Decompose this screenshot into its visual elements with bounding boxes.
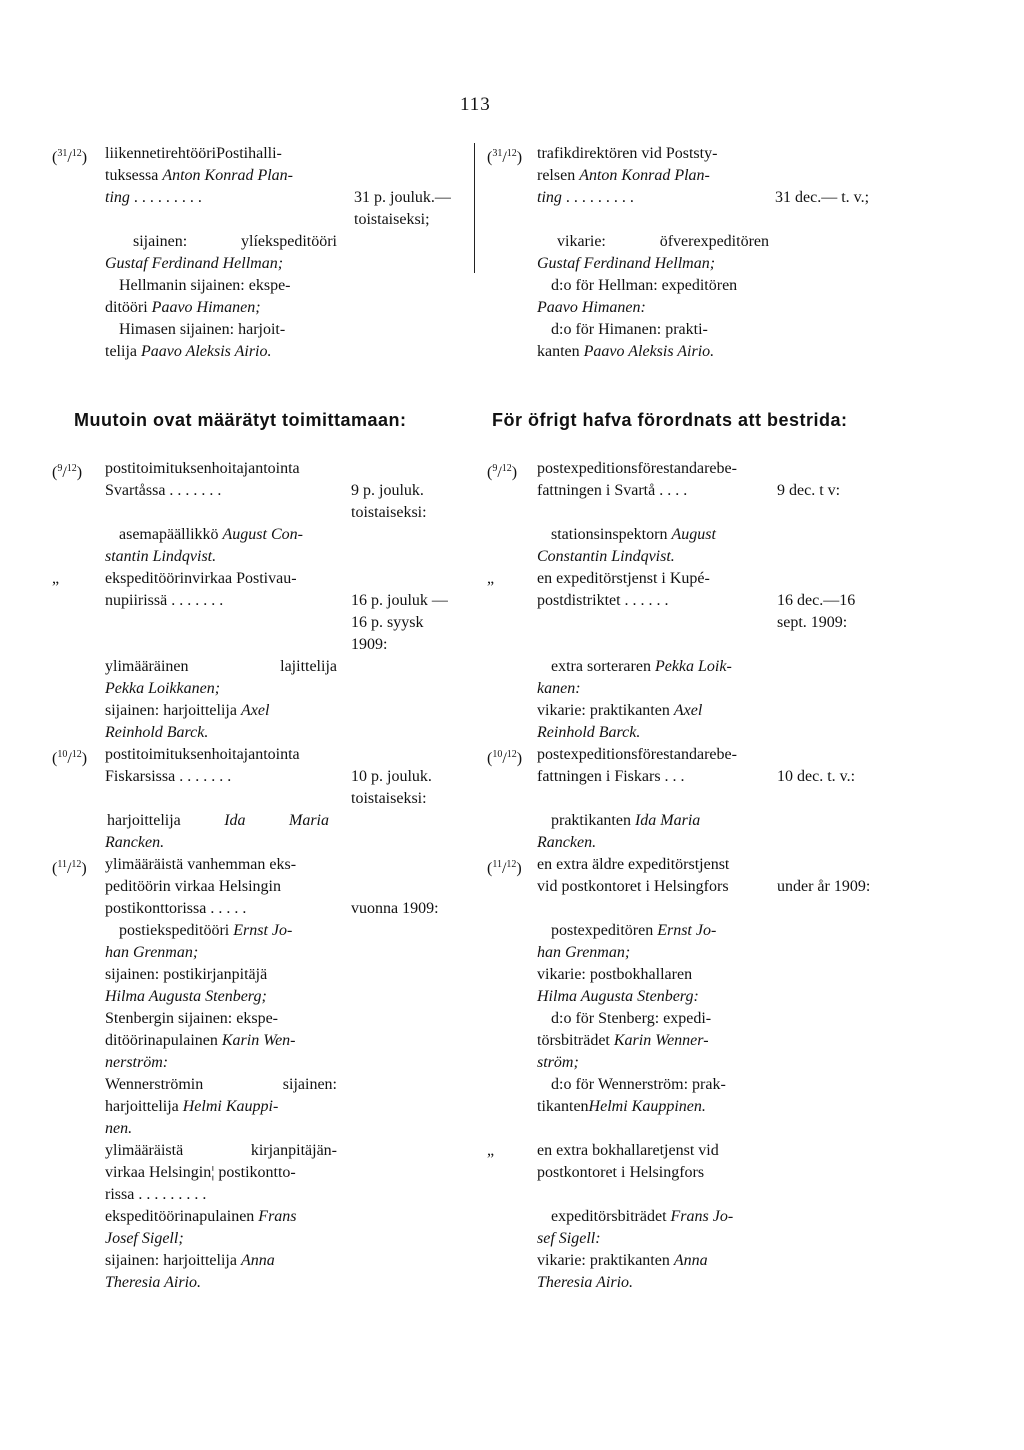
text-span: d:o för Hellman: expeditören xyxy=(551,277,738,294)
text-line xyxy=(537,1052,579,1074)
italic-name: Pekka Loik- xyxy=(654,658,732,675)
text-line xyxy=(537,458,737,480)
marker-numerator: 10 xyxy=(57,749,68,760)
text-line xyxy=(105,986,267,1008)
footnote-marker: ($^{10}$/$^{12}$) xyxy=(487,749,523,767)
text-span: fattningen i Svartå . . . . xyxy=(537,482,688,499)
text-span: sijainen: xyxy=(282,1076,337,1093)
text-span: en expeditörstjenst i Kupé- xyxy=(537,570,710,587)
italic-name: Paavo Aleksis Airio. xyxy=(583,343,715,360)
text-span: extra sorteraren xyxy=(551,658,655,675)
italic-name: Gustaf Ferdinand Hellman; xyxy=(105,255,284,272)
text-line xyxy=(105,590,223,612)
text-line xyxy=(537,590,669,612)
text-line xyxy=(537,165,710,187)
italic-name: ting xyxy=(537,189,562,206)
date-entry: toistaiseksi: xyxy=(351,504,427,521)
text-line xyxy=(551,1008,711,1030)
text-line xyxy=(105,678,220,700)
italic-name: Rancken. xyxy=(537,834,597,851)
text-span: peditöörin virkaa Helsingin xyxy=(105,878,281,895)
text-line xyxy=(551,920,716,942)
text-line xyxy=(105,744,300,766)
italic-name: Theresia Airio. xyxy=(537,1274,634,1291)
text-line xyxy=(537,832,596,854)
marker-numerator: 11 xyxy=(492,859,502,870)
text-line xyxy=(537,546,675,568)
text-span: kirjanpitäjän- xyxy=(250,1142,337,1159)
italic-name: Paavo Aleksis Airio. xyxy=(140,343,272,360)
text-line xyxy=(551,1206,733,1228)
marker-denominator: 12 xyxy=(501,463,512,474)
text-span: ylíekspeditööri xyxy=(241,233,337,250)
italic-name: Reinhold Barck. xyxy=(105,724,209,741)
text-span: öfverexpeditören xyxy=(659,233,769,250)
italic-name: kanen: xyxy=(537,680,581,697)
text-span: postitoimituksenhoitajantointa xyxy=(105,746,300,763)
text-span: törsbiträdet xyxy=(537,1032,614,1049)
italic-name: Karin Wenner- xyxy=(613,1032,709,1049)
text-line xyxy=(105,1162,296,1184)
text-span: sijainen: harjoittelija xyxy=(105,1252,241,1269)
text-line xyxy=(105,568,297,590)
text-span: harjoittelija xyxy=(105,1098,183,1115)
date-entry: 31 dec.— t. v.; xyxy=(775,189,870,206)
marker-denominator: 12 xyxy=(506,148,517,159)
text-span: stationsinspektorn xyxy=(551,526,672,543)
text-span: postexpeditionsförestandarebe- xyxy=(537,460,737,477)
italic-name: Rancken. xyxy=(105,834,165,851)
text-span: Hellmanin sijainen: ekspe- xyxy=(119,277,291,294)
italic-name: Axel xyxy=(240,702,270,719)
italic-name: Helmi Kauppi- xyxy=(182,1098,279,1115)
text-line xyxy=(119,524,303,546)
text-line xyxy=(537,1140,719,1162)
italic-name: Paavo Himanen; xyxy=(151,299,261,316)
text-span: Stenbergin sijainen: ekspe- xyxy=(105,1010,278,1027)
date-entry: vuonna 1909: xyxy=(351,900,439,917)
text-line xyxy=(119,319,285,341)
text-line xyxy=(105,1206,297,1228)
text-span: expeditörsbiträdet xyxy=(551,1208,671,1225)
page-number: 113 xyxy=(460,94,491,115)
text-span: postexpeditionsförestandarebe- xyxy=(537,746,737,763)
justified-line xyxy=(557,231,769,253)
date-entry: toistaiseksi: xyxy=(351,790,427,807)
italic-name: Ida Maria xyxy=(634,812,701,829)
date-entry: 10 p. jouluk. xyxy=(351,768,432,785)
text-line xyxy=(551,524,716,546)
italic-name: Josef Sigell; xyxy=(105,1230,184,1247)
italic-name: ting xyxy=(105,189,130,206)
text-line xyxy=(537,700,702,722)
text-span: ylimääräistä xyxy=(105,1142,184,1159)
text-span: vikarie: postbokhallaren xyxy=(537,966,693,983)
text-span: rissa . . . . . . . . . xyxy=(105,1186,207,1203)
text-span: ditöörinapulainen xyxy=(105,1032,222,1049)
italic-name: Constantin Lindqvist. xyxy=(537,548,675,565)
marker-numerator: 9 xyxy=(492,463,498,474)
italic-name: Frans Jo- xyxy=(670,1208,734,1225)
italic-name: Helmi Kauppinen. xyxy=(588,1098,706,1115)
text-line xyxy=(537,964,692,986)
footnote-marker: ($^{31}$/$^{12}$) xyxy=(52,148,88,166)
text-line xyxy=(537,1250,708,1272)
footnote-marker: ($^9$/$^{12}$) xyxy=(52,463,83,481)
text-span: . . . . . . . . . xyxy=(561,189,634,206)
text-line xyxy=(537,1272,633,1294)
text-line xyxy=(537,766,685,788)
text-line xyxy=(105,165,293,187)
date-entry: 1909: xyxy=(351,636,388,653)
italic-name: Maria xyxy=(288,812,329,829)
text-span: en extra bokhallaretjenst vid xyxy=(537,1142,719,1159)
date-entry: 10 dec. t. v.: xyxy=(777,768,856,785)
text-span: Himasen sijainen: harjoit- xyxy=(119,321,286,338)
italic-name: Pekka Loikkanen; xyxy=(105,680,221,697)
text-line xyxy=(537,942,630,964)
italic-name: han Grenman; xyxy=(537,944,631,961)
text-span: telija xyxy=(105,343,141,360)
text-span: ylimääräinen xyxy=(105,658,189,675)
text-span: fattningen i Fiskars . . . xyxy=(537,768,685,785)
text-line xyxy=(119,920,292,942)
text-span: tikanten xyxy=(537,1098,589,1115)
marker-denominator: 12 xyxy=(506,859,517,870)
date-entry: 16 p. syysk xyxy=(351,614,424,631)
italic-name: Hilma Augusta Stenberg: xyxy=(537,988,699,1005)
text-line xyxy=(105,341,272,363)
text-span: virkaa Helsingin¦ postikontto- xyxy=(105,1164,296,1181)
italic-name: Anna xyxy=(673,1252,708,1269)
text-line xyxy=(105,546,216,568)
marker-numerator: 11 xyxy=(57,859,67,870)
text-span: vid postkontoret i Helsingfors xyxy=(537,878,729,895)
text-line xyxy=(105,187,202,209)
italic-name: Anna xyxy=(240,1252,275,1269)
date-entry: 9 p. jouluk. xyxy=(351,482,424,499)
text-span: asemapäällikkö xyxy=(119,526,223,543)
text-span: tuksessa xyxy=(105,167,163,184)
italic-name: Axel xyxy=(673,702,703,719)
footnote-marker: „ xyxy=(487,570,495,587)
text-span: ditööri xyxy=(105,299,152,316)
footnote-marker: ($^{10}$/$^{12}$) xyxy=(52,749,88,767)
text-span: vikarie: xyxy=(557,233,606,250)
text-line xyxy=(105,964,267,986)
text-line xyxy=(105,1052,168,1074)
text-line xyxy=(105,1272,201,1294)
text-line xyxy=(537,876,729,898)
text-span: d:o för Himanen: prakti- xyxy=(551,321,708,338)
justified-line xyxy=(105,1140,337,1162)
date-entry: 31 p. jouluk.— xyxy=(354,189,451,206)
text-span: postexpeditören xyxy=(551,922,658,939)
text-line xyxy=(105,1118,132,1140)
text-line xyxy=(105,700,269,722)
marker-denominator: 12 xyxy=(506,749,517,760)
italic-name: Reinhold Barck. xyxy=(537,724,641,741)
text-line xyxy=(105,297,261,319)
text-line xyxy=(537,722,640,744)
marker-denominator: 12 xyxy=(66,463,77,474)
text-span: sijainen: postikirjanpitäjä xyxy=(105,966,268,983)
text-line xyxy=(105,942,198,964)
text-line xyxy=(105,832,164,854)
text-line xyxy=(551,275,737,297)
footnote-marker: ($^{31}$/$^{12}$) xyxy=(487,148,523,166)
text-span: Wennerströmin xyxy=(105,1076,204,1093)
date-entry: 9 dec. t v: xyxy=(777,482,841,499)
text-span: ylimääräistä vanhemman eks- xyxy=(105,856,297,873)
italic-name: nerström: xyxy=(105,1054,169,1071)
text-line xyxy=(537,568,710,590)
text-span: Svartåssa . . . . . . . xyxy=(105,482,222,499)
text-line xyxy=(105,722,208,744)
text-line xyxy=(105,1184,206,1206)
text-span: postkontoret i Helsingfors xyxy=(537,1164,705,1181)
text-span: Fiskarsissa . . . . . . . xyxy=(105,768,232,785)
marker-numerator: 31 xyxy=(492,148,503,159)
footnote-marker: ($^9$/$^{12}$) xyxy=(487,463,518,481)
text-span: ekspeditöörinvirkaa Postivau- xyxy=(105,570,297,587)
text-span: en extra äldre expeditörstjenst xyxy=(537,856,730,873)
text-line xyxy=(537,253,715,275)
text-line xyxy=(537,986,699,1008)
italic-name: Ida xyxy=(224,812,246,829)
text-line xyxy=(537,143,717,165)
italic-name: Hilma Augusta Stenberg; xyxy=(105,988,267,1005)
text-line xyxy=(119,275,291,297)
text-line xyxy=(105,898,246,920)
text-span: harjoittelija xyxy=(107,812,181,829)
italic-name: nen. xyxy=(105,1120,133,1137)
italic-name: Anton Konrad Plan- xyxy=(162,167,293,184)
italic-name: Ernst Jo- xyxy=(657,922,717,939)
marker-numerator: 10 xyxy=(492,749,503,760)
text-line xyxy=(105,766,231,788)
text-line xyxy=(105,1228,184,1250)
text-line xyxy=(105,1250,275,1272)
text-line xyxy=(105,1008,278,1030)
footnote-marker: „ xyxy=(52,570,60,587)
text-line xyxy=(537,297,646,319)
text-span: d:o för Stenberg: expedi- xyxy=(551,1010,712,1027)
text-line xyxy=(105,480,221,502)
text-line xyxy=(537,1030,709,1052)
text-span: sijainen: harjoittelija xyxy=(105,702,241,719)
text-span: postikonttorissa . . . . . xyxy=(105,900,247,917)
text-span: postiekspeditööri xyxy=(119,922,234,939)
text-span: postitoimituksenhoitajantointa xyxy=(105,460,300,477)
italic-name: Gustaf Ferdinand Hellman; xyxy=(537,255,716,272)
text-span: Postihalli- xyxy=(216,145,282,162)
text-line xyxy=(105,1030,296,1052)
marker-denominator: 12 xyxy=(71,859,82,870)
justified-line xyxy=(105,656,337,678)
footnote-marker: ($^{11}$/$^{12}$) xyxy=(487,859,522,877)
italic-name: sef Sigell: xyxy=(537,1230,601,1247)
text-line xyxy=(105,1096,278,1118)
italic-name: Paavo Himanen: xyxy=(537,299,646,316)
italic-name: August xyxy=(671,526,716,543)
text-line xyxy=(537,341,714,363)
justified-line xyxy=(133,231,337,253)
text-span: liikennetirehtööri xyxy=(105,145,217,162)
italic-name: stantin Lindqvist. xyxy=(105,548,217,565)
footnote-marker: ($^{11}$/$^{12}$) xyxy=(52,859,87,877)
text-span: praktikanten xyxy=(551,812,635,829)
text-span: kanten xyxy=(537,343,584,360)
italic-name: Frans xyxy=(258,1208,297,1225)
text-line xyxy=(537,187,634,209)
text-line xyxy=(537,854,729,876)
marker-denominator: 12 xyxy=(71,749,82,760)
marker-numerator: 31 xyxy=(57,148,68,159)
text-line xyxy=(551,319,708,341)
italic-name: ström; xyxy=(537,1054,579,1071)
text-line xyxy=(537,1162,704,1184)
italic-name: Ernst Jo- xyxy=(233,922,293,939)
text-span: . . . . . . . . . xyxy=(129,189,202,206)
justified-line xyxy=(107,810,329,832)
date-entry: 16 dec.—16 xyxy=(777,592,856,609)
text-span: lajittelija xyxy=(280,658,337,675)
text-line xyxy=(551,810,700,832)
text-span: nupiirissä . . . . . . . xyxy=(105,592,224,609)
text-span: trafikdirektören vid Poststy- xyxy=(537,145,718,162)
text-line xyxy=(551,1074,726,1096)
italic-name: Karin Wen- xyxy=(221,1032,296,1049)
text-line xyxy=(105,876,281,898)
date-entry: under år 1909: xyxy=(777,878,871,895)
column-divider xyxy=(474,143,475,273)
italic-name: Theresia Airio. xyxy=(105,1274,202,1291)
text-line xyxy=(537,1096,706,1118)
text-line xyxy=(551,656,732,678)
text-line xyxy=(105,143,282,165)
text-span: postdistriktet . . . . . . xyxy=(537,592,669,609)
date-entry: 16 p. jouluk — xyxy=(351,592,448,609)
text-line xyxy=(537,744,737,766)
marker-numerator: 9 xyxy=(57,463,63,474)
text-line xyxy=(105,253,283,275)
justified-line xyxy=(105,1074,337,1096)
text-span: ekspeditöörinapulainen xyxy=(105,1208,259,1225)
text-line xyxy=(105,854,296,876)
text-span: sijainen: xyxy=(133,233,188,250)
footnote-marker: „ xyxy=(487,1142,495,1159)
text-span: d:o för Wennerström: prak- xyxy=(551,1076,726,1093)
date-entry: toistaiseksi; xyxy=(354,211,430,228)
text-line xyxy=(537,480,687,502)
heading-swedish: För öfrigt hafva förordnats att bestrida: xyxy=(492,410,848,430)
heading-finnish: Muutoin ovat määrätyt toimittamaan: xyxy=(74,410,407,430)
italic-name: han Grenman; xyxy=(105,944,199,961)
text-line xyxy=(537,1228,601,1250)
marker-denominator: 12 xyxy=(71,148,82,159)
text-line xyxy=(105,458,300,480)
italic-name: Anton Konrad Plan- xyxy=(579,167,710,184)
text-span: vikarie: praktikanten xyxy=(537,702,674,719)
text-span: relsen xyxy=(537,167,580,184)
text-span: vikarie: praktikanten xyxy=(537,1252,674,1269)
text-line xyxy=(537,678,581,700)
date-entry: sept. 1909: xyxy=(777,614,848,631)
italic-name: August Con- xyxy=(222,526,303,543)
